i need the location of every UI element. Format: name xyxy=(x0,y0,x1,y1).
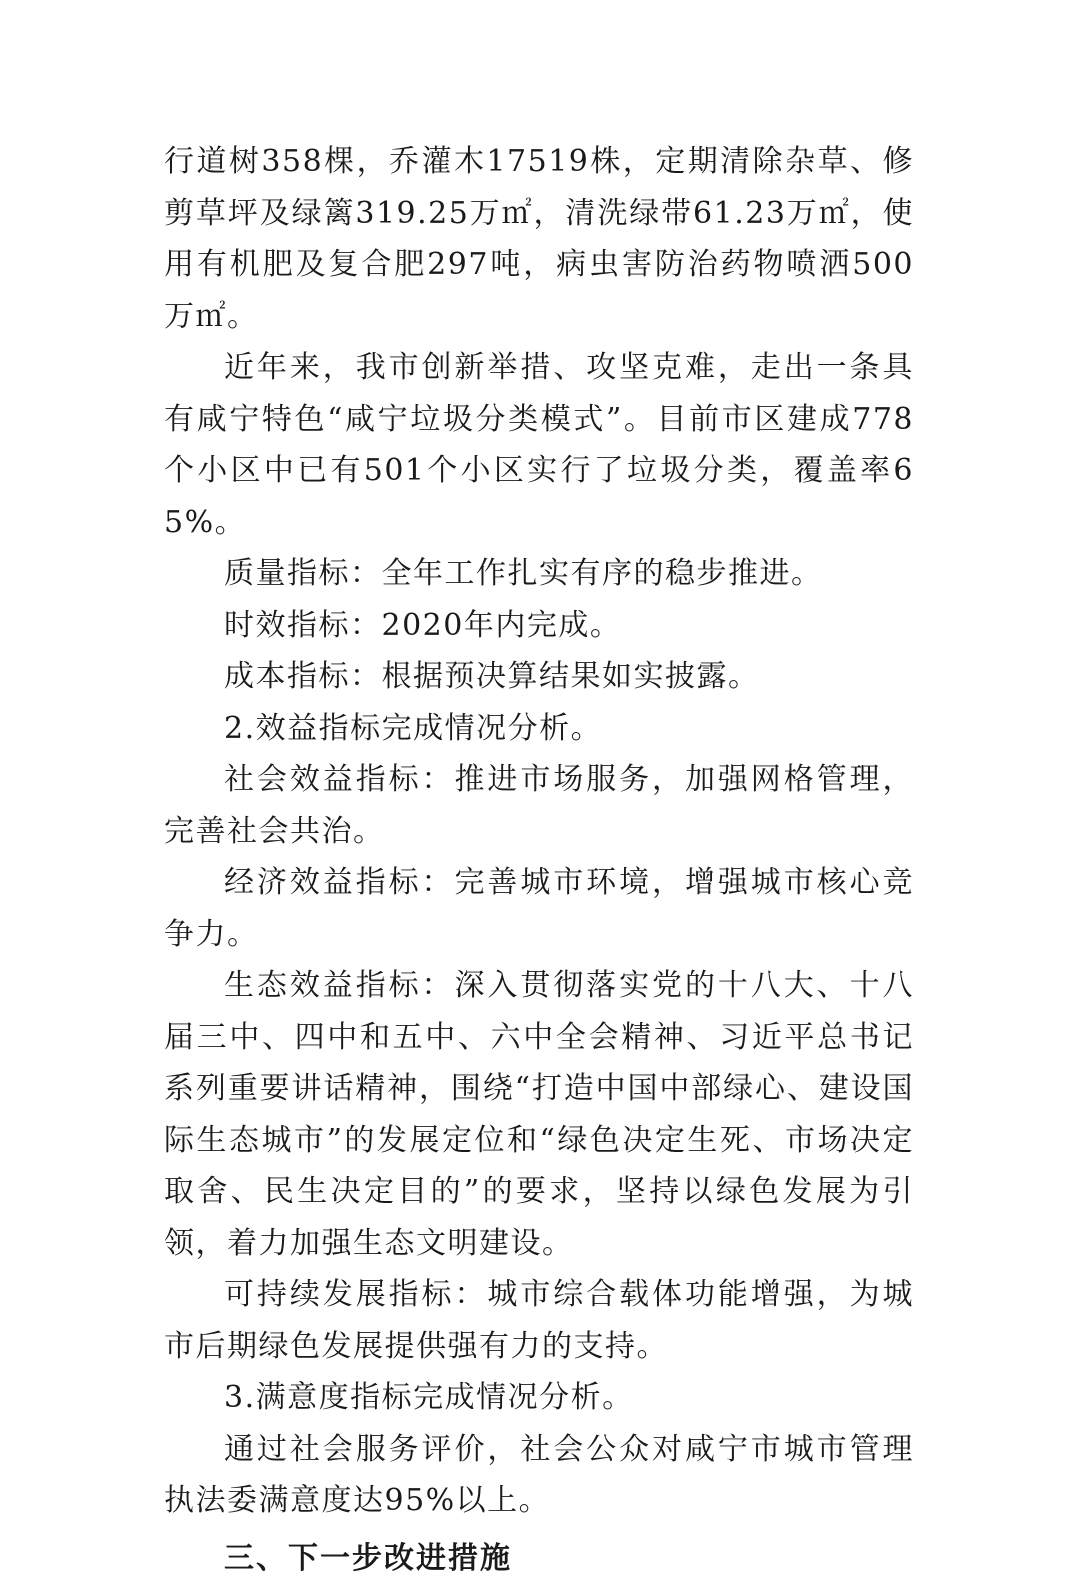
paragraph-social-benefit: 社会效益指标：推进市场服务，加强网格管理，完善社会共治。 xyxy=(164,754,914,857)
section-heading-next-steps: 三、下一步改进措施 xyxy=(164,1533,914,1584)
paragraph-waste-sorting: 近年来，我市创新举措、攻坚克难，走出一条具有咸宁特色“咸宁垃圾分类模式”。目前市区建成778个小区中已有501个小区实行了垃圾分类，覆盖率65%。 xyxy=(164,342,914,548)
paragraph-satisfaction-result: 通过社会服务评价，社会公众对咸宁市城市管理执法委满意度达95%以上。 xyxy=(164,1424,914,1527)
paragraph-cost-indicator: 成本指标：根据预决算结果如实披露。 xyxy=(164,651,914,703)
paragraph-timeliness-indicator: 时效指标：2020年内完成。 xyxy=(164,600,914,652)
paragraph-benefit-analysis-title: 2.效益指标完成情况分析。 xyxy=(164,703,914,755)
paragraph-sustainability: 可持续发展指标：城市综合载体功能增强，为城市后期绿色发展提供强有力的支持。 xyxy=(164,1269,914,1372)
paragraph-ecological-benefit: 生态效益指标：深入贯彻落实党的十八大、十八届三中、四中和五中、六中全会精神、习近平总书记系列重要讲话精神，围绕“打造中国中部绿心、建设国际生态城市”的发展定位和“绿色决定生死、市场决定取舍、民生决定目的”的要求，坚持以绿色发展为引领，着力加强生态文明建设。 xyxy=(164,960,914,1269)
paragraph-quality-indicator: 质量指标：全年工作扎实有序的稳步推进。 xyxy=(164,548,914,600)
document-page xyxy=(164,136,914,1584)
paragraph-economic-benefit: 经济效益指标：完善城市环境，增强城市核心竞争力。 xyxy=(164,857,914,960)
paragraph-satisfaction-title: 3.满意度指标完成情况分析。 xyxy=(164,1372,914,1424)
paragraph-greening-stats: 行道树358棵，乔灌木17519株，定期清除杂草、修剪草坪及绿篱319.25万㎡，清洗绿带61.23万㎡，使用有机肥及复合肥297吨，病虫害防治药物喷洒500万㎡。 xyxy=(164,136,914,342)
